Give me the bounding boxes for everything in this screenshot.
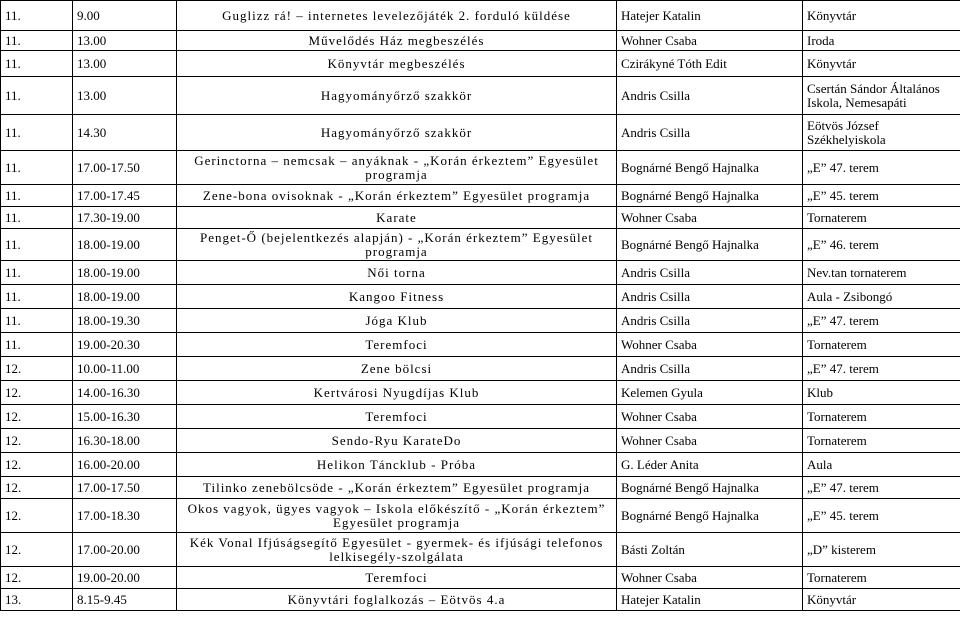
row-place: Könyvtár — [803, 51, 960, 77]
table-row — [1, 185, 960, 207]
row-event: Helikon Táncklub - Próba — [177, 453, 617, 477]
row-person: Bognárné Bengő Hajnalka — [617, 477, 803, 499]
row-place: Aula - Zsibongó — [803, 285, 960, 309]
row-time: 18.00-19.00 — [73, 229, 177, 261]
table-row — [1, 115, 960, 151]
table-row — [1, 151, 960, 185]
row-place: Tornaterem — [803, 429, 960, 453]
row-event: Művelődés Ház megbeszélés — [177, 31, 617, 51]
row-time: 18.00-19.00 — [73, 261, 177, 285]
row-person: Bognárné Bengő Hajnalka — [617, 151, 803, 185]
row-place: Tornaterem — [803, 333, 960, 357]
row-day: 11. — [1, 309, 73, 333]
table-row — [1, 533, 960, 567]
table-row — [1, 333, 960, 357]
row-day: 12. — [1, 405, 73, 429]
row-event: Zene-bona ovisoknak - „Korán érkeztem” Egyesület programja — [177, 185, 617, 207]
row-place: Nev.tan tornaterem — [803, 261, 960, 285]
row-person: G. Léder Anita — [617, 453, 803, 477]
table-row — [1, 567, 960, 589]
row-time: 8.15-9.45 — [73, 589, 177, 611]
row-place: „D” kisterem — [803, 533, 960, 567]
row-time: 13.00 — [73, 31, 177, 51]
row-time: 19.00-20.30 — [73, 333, 177, 357]
table-row — [1, 31, 960, 51]
table-row — [1, 261, 960, 285]
row-day: 11. — [1, 229, 73, 261]
row-person: Andris Csilla — [617, 309, 803, 333]
row-day: 12. — [1, 429, 73, 453]
row-time: 15.00-16.30 — [73, 405, 177, 429]
row-time: 14.00-16.30 — [73, 381, 177, 405]
row-event: Penget-Ő (bejelentkezés alapján) - „Korán érkeztem” Egyesület programja — [177, 229, 617, 261]
row-day: 12. — [1, 533, 73, 567]
row-day: 12. — [1, 567, 73, 589]
table-row — [1, 309, 960, 333]
row-day: 12. — [1, 453, 73, 477]
row-day: 12. — [1, 499, 73, 533]
row-place: Tornaterem — [803, 405, 960, 429]
row-day: 11. — [1, 261, 73, 285]
row-person: Bognárné Bengő Hajnalka — [617, 499, 803, 533]
row-place: Klub — [803, 381, 960, 405]
row-person: Andris Csilla — [617, 115, 803, 151]
row-place: „E” 45. terem — [803, 499, 960, 533]
row-place: „E” 47. terem — [803, 357, 960, 381]
row-day: 12. — [1, 477, 73, 499]
row-place: Tornaterem — [803, 567, 960, 589]
row-day: 11. — [1, 333, 73, 357]
row-person: Wohner Csaba — [617, 429, 803, 453]
row-person: Bognárné Bengő Hajnalka — [617, 185, 803, 207]
row-person: Básti Zoltán — [617, 533, 803, 567]
row-event: Teremfoci — [177, 333, 617, 357]
row-place: Tornaterem — [803, 207, 960, 229]
row-day: 11. — [1, 51, 73, 77]
row-day: 11. — [1, 31, 73, 51]
table-row — [1, 51, 960, 77]
row-day: 12. — [1, 357, 73, 381]
row-day: 11. — [1, 115, 73, 151]
table-row — [1, 285, 960, 309]
schedule-body — [1, 1, 960, 611]
row-event: Teremfoci — [177, 405, 617, 429]
row-event: Okos vagyok, ügyes vagyok – Iskola előkészítő - „Korán érkeztem” Egyesület programja — [177, 499, 617, 533]
row-event: Női torna — [177, 261, 617, 285]
table-row — [1, 1, 960, 31]
row-person: Czirákyné Tóth Edit — [617, 51, 803, 77]
row-place: Iroda — [803, 31, 960, 51]
row-event: Hagyományőrző szakkör — [177, 77, 617, 115]
row-place: „E” 46. terem — [803, 229, 960, 261]
row-place: „E” 47. terem — [803, 151, 960, 185]
row-time: 18.00-19.00 — [73, 285, 177, 309]
row-day: 11. — [1, 151, 73, 185]
row-day: 13. — [1, 589, 73, 611]
row-time: 17.00-20.00 — [73, 533, 177, 567]
row-person: Hatejer Katalin — [617, 1, 803, 31]
row-person: Kelemen Gyula — [617, 381, 803, 405]
row-event: Karate — [177, 207, 617, 229]
row-event: Könyvtár megbeszélés — [177, 51, 617, 77]
row-time: 13.00 — [73, 77, 177, 115]
row-event: Kertvárosi Nyugdíjas Klub — [177, 381, 617, 405]
row-person: Wohner Csaba — [617, 567, 803, 589]
table-row — [1, 357, 960, 381]
row-person: Andris Csilla — [617, 285, 803, 309]
row-day: 11. — [1, 77, 73, 115]
row-place: „E” 47. terem — [803, 477, 960, 499]
row-time: 10.00-11.00 — [73, 357, 177, 381]
row-day: 11. — [1, 207, 73, 229]
table-row — [1, 405, 960, 429]
row-person: Andris Csilla — [617, 357, 803, 381]
table-row — [1, 589, 960, 611]
row-time: 14.30 — [73, 115, 177, 151]
table-row — [1, 77, 960, 115]
row-person: Wohner Csaba — [617, 31, 803, 51]
row-time: 17.30-19.00 — [73, 207, 177, 229]
row-time: 16.30-18.00 — [73, 429, 177, 453]
row-event: Jóga Klub — [177, 309, 617, 333]
row-event: Sendo-Ryu KarateDo — [177, 429, 617, 453]
table-row — [1, 207, 960, 229]
row-event: Kangoo Fitness — [177, 285, 617, 309]
row-day: 11. — [1, 185, 73, 207]
row-time: 17.00-17.50 — [73, 477, 177, 499]
row-time: 13.00 — [73, 51, 177, 77]
row-place: Könyvtár — [803, 1, 960, 31]
row-event: Teremfoci — [177, 567, 617, 589]
row-person: Andris Csilla — [617, 77, 803, 115]
row-place: Könyvtár — [803, 589, 960, 611]
table-row — [1, 229, 960, 261]
table-row — [1, 453, 960, 477]
table-row — [1, 429, 960, 453]
row-person: Wohner Csaba — [617, 333, 803, 357]
row-place: Csertán Sándor Általános Iskola, Nemesapáti — [803, 77, 960, 115]
row-time: 17.00-17.50 — [73, 151, 177, 185]
row-person: Bognárné Bengő Hajnalka — [617, 229, 803, 261]
row-day: 11. — [1, 285, 73, 309]
row-place: „E” 47. terem — [803, 309, 960, 333]
row-person: Wohner Csaba — [617, 405, 803, 429]
row-time: 16.00-20.00 — [73, 453, 177, 477]
row-event: Zene bölcsi — [177, 357, 617, 381]
row-person: Hatejer Katalin — [617, 589, 803, 611]
row-time: 17.00-18.30 — [73, 499, 177, 533]
row-time: 18.00-19.30 — [73, 309, 177, 333]
row-event: Guglizz rá! – internetes levelezőjáték 2. forduló küldése — [177, 1, 617, 31]
row-time: 19.00-20.00 — [73, 567, 177, 589]
row-event: Hagyományőrző szakkör — [177, 115, 617, 151]
row-place: Eötvös József Székhelyiskola — [803, 115, 960, 151]
table-row — [1, 477, 960, 499]
table-row — [1, 381, 960, 405]
row-day: 11. — [1, 1, 73, 31]
row-event: Gerinctorna – nemcsak – anyáknak - „Korán érkeztem” Egyesület programja — [177, 151, 617, 185]
row-event: Kék Vonal Ifjúságsegítő Egyesület - gyermek- és ifjúsági telefonos lelkisegély-szolgálata — [177, 533, 617, 567]
row-time: 9.00 — [73, 1, 177, 31]
row-person: Andris Csilla — [617, 261, 803, 285]
row-person: Wohner Csaba — [617, 207, 803, 229]
row-event: Könyvtári foglalkozás – Eötvös 4.a — [177, 589, 617, 611]
row-time: 17.00-17.45 — [73, 185, 177, 207]
table-row — [1, 499, 960, 533]
row-place: Aula — [803, 453, 960, 477]
row-event: Tilinko zenebölcsöde - „Korán érkeztem” Egyesület programja — [177, 477, 617, 499]
row-place: „E” 45. terem — [803, 185, 960, 207]
row-day: 12. — [1, 381, 73, 405]
